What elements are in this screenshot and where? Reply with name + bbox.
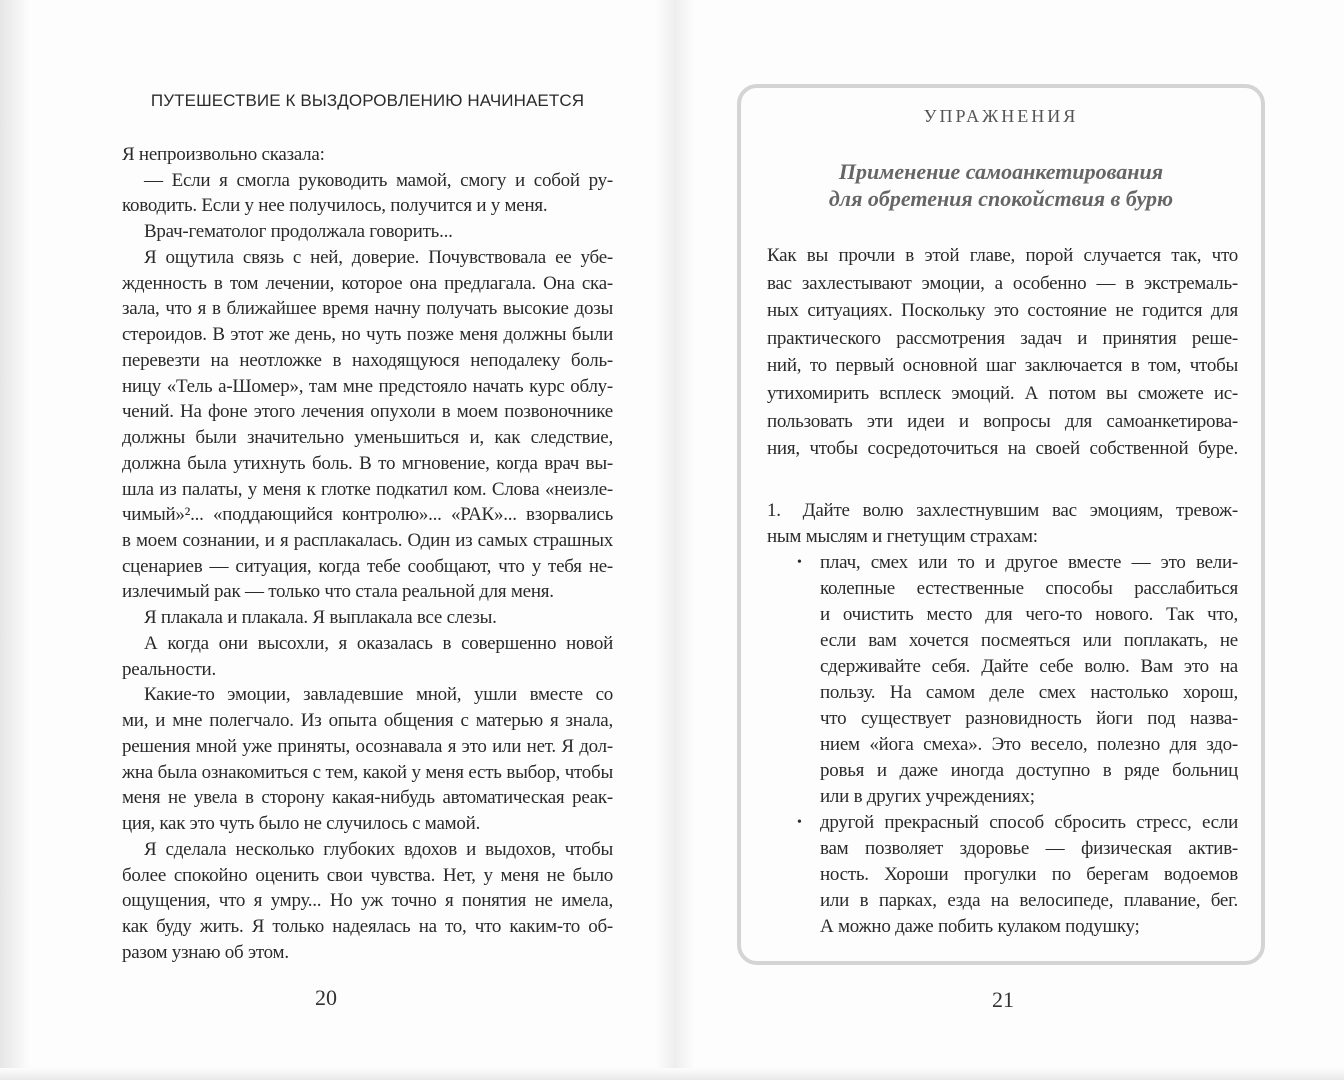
text-line: ницу «Тель а-Шомер», там мне предстояло начать курс облу- — [122, 375, 613, 397]
text-line: как буду жить. Я только надеялась на то, что каким-то об- — [122, 916, 613, 938]
exercise-title — [737, 158, 1265, 212]
list-item-text: Дайте волю захлестнувшим вас эмоциям, тревож- — [802, 500, 1238, 521]
text-line: должна была утихнуть боль. В то мгновение, когда врач вы- — [122, 452, 613, 474]
text-line: если вам хочется посмеяться или поплакать, не — [820, 630, 1238, 651]
text-line: шла из палаты, у меня к глотке подкатил ком. Слова «неизле- — [122, 478, 613, 500]
bullet-item — [797, 810, 1238, 940]
list-item-line — [767, 498, 1238, 524]
text-line: плач, смех или то и другое вместе — это вели- — [820, 552, 1238, 573]
text-line: жна была ознакомиться с тем, какой у меня есть выбор, чтобы — [122, 761, 613, 783]
text-line: более спокойно оценить свои чувства. Нет, у меня не было — [122, 864, 613, 886]
running-head: ПУТЕШЕСТВИЕ К ВЫЗДОРОВЛЕНИЮ НАЧИНАЕТСЯ — [150, 91, 585, 110]
text-line: ощущения, что я умру... Но уж точно я понятия не имела, — [122, 890, 613, 912]
text-line: должны были значительно уменьшиться и, как следствие, — [122, 427, 613, 449]
text-line: ровья и даже иногда доступно в ряде больниц — [820, 760, 1238, 781]
exercise-intro — [767, 242, 1238, 463]
text-line: А можно даже побить кулаком подушку; — [820, 916, 1140, 937]
text-line: нием «йога смеха». Это весело, полезно для здо- — [820, 734, 1238, 755]
text-line: излечимый рак — только что стала реальной для меня. — [122, 581, 554, 603]
text-line: решения мной уже приняты, осознавала я это или нет. Я дол- — [122, 735, 613, 757]
text-line: чимый»²... «поддающийся контролю»... «РАК»... взорвались — [122, 504, 613, 526]
bullet-item — [797, 550, 1238, 810]
text-line: или в парках, езда на велосипеде, плавание, бег. — [820, 890, 1238, 911]
text-line: в моем сознании, и я расплакалась. Один из самых страшных — [122, 530, 613, 552]
text-line: вас захлестывают эмоции, а особенно — в экстремаль- — [767, 272, 1238, 294]
text-line: что существует разновидность йоги под назва- — [820, 708, 1238, 729]
text-line: ность. Хороши прогулки по берегам водоемов — [820, 864, 1238, 885]
text-line: или в других учреждениях; — [820, 786, 1035, 807]
text-line: пользовать эти идеи и вопросы для самоанкетирова- — [767, 410, 1238, 432]
text-line: сдерживайте себя. Дайте себе волю. Вам это на — [820, 656, 1238, 677]
text-line: зала, что я в ближайшее время начну получать высокие дозы — [122, 298, 613, 320]
left-page-body — [122, 142, 613, 966]
list-number: 1. — [767, 500, 781, 521]
text-line: колепные естественные способы расслабиться — [820, 578, 1238, 599]
text-line: Врач-гематолог продолжала говорить... — [144, 221, 453, 243]
paragraph — [122, 219, 613, 245]
text-line: Я непроизвольно сказала: — [122, 144, 325, 165]
text-line: меня не увела в сторону какая-нибудь автоматическая реак- — [122, 787, 613, 809]
text-line: утихомирить всплеск эмоций. А потом вы сможете ис- — [767, 382, 1238, 404]
bullet-icon: • — [797, 815, 802, 830]
text-line: Я ощутила связь с ней, доверие. Почувствовала ее убе- — [144, 246, 613, 268]
text-line: и очистить место для чего-то нового. Так что, — [820, 604, 1238, 625]
text-line: другой прекрасный способ сбросить стресс, если — [820, 812, 1238, 833]
text-line: Какие-то эмоции, завладевшие мной, ушли вместе со — [144, 684, 613, 706]
list-item-line: ным мыслям и гнетущим страхам: — [767, 526, 1038, 547]
paragraph — [122, 631, 613, 682]
text-line: ция, как это чуть было не случилось с мамой. — [122, 813, 481, 835]
text-line: Я сделала несколько глубоких вдохов и выдохов, чтобы — [144, 838, 613, 860]
page-number-left: 20 — [315, 985, 337, 1010]
text-line: практического рассмотрения задач и принятия реше- — [767, 327, 1238, 349]
text-line: ний, то первый основной шаг заключается в том, чтобы — [767, 355, 1238, 377]
exercise-section-label: УПРАЖНЕНИЯ — [923, 106, 1079, 126]
text-line: перевезти на неотложке в находящуюся неподалеку боль- — [122, 349, 613, 371]
book-gutter — [655, 0, 695, 1080]
page-edge-shadow — [0, 0, 30, 1080]
text-line: пользу. На самом деле смех настолько хорош, — [820, 682, 1238, 703]
text-line: разом узнаю об этом. — [122, 941, 289, 963]
text-line: А когда они высохли, я оказалась в совершенно новой — [144, 632, 613, 654]
exercise-title-line: для обретения спокойствия в бурю — [828, 186, 1174, 211]
text-line: сценариев — ситуация, когда тебе сообщают, что у тебя не- — [122, 555, 613, 577]
exercise-list — [767, 498, 1238, 940]
paragraph — [122, 837, 613, 966]
text-line: ных ситуациях. Поскольку это состояние не годится для — [767, 300, 1238, 322]
exercise-title-line: Применение самоанкетирования — [838, 159, 1164, 184]
paragraph — [122, 142, 613, 168]
paragraph — [122, 682, 613, 836]
text-line: ми, и мне полегчало. Из опыта общения с матерью я знала, — [122, 710, 613, 732]
text-line: чений. На фоне этого лечения опухоли в моем позвоночнике — [122, 401, 613, 423]
text-line: жденность в том лечении, которое она предлагала. Она ска- — [122, 272, 613, 294]
text-line: ководить. Если у нее получилось, получится и у меня. — [122, 195, 548, 217]
text-line: Как вы прочли в этой главе, порой случается так, что — [767, 245, 1238, 266]
page-bottom-shadow — [0, 1068, 1344, 1080]
paragraph — [122, 605, 613, 631]
text-line: — Если я смогла руководить мамой, смогу и собой ру- — [144, 169, 613, 191]
page-number-right: 21 — [992, 987, 1014, 1012]
text-line: ния, чтобы сосредоточиться на своей собственной буре. — [767, 438, 1238, 460]
paragraph — [122, 168, 613, 219]
bullet-icon: • — [797, 555, 802, 570]
text-line: реальности. — [122, 658, 216, 680]
text-line: Я плакала и плакала. Я выплакала все слезы. — [144, 607, 497, 629]
text-line: стероидов. В этот же день, но чуть позже меня должны были — [122, 324, 613, 346]
text-line: вам позволяет здоровье — физическая актив- — [820, 838, 1238, 859]
paragraph — [122, 245, 613, 605]
